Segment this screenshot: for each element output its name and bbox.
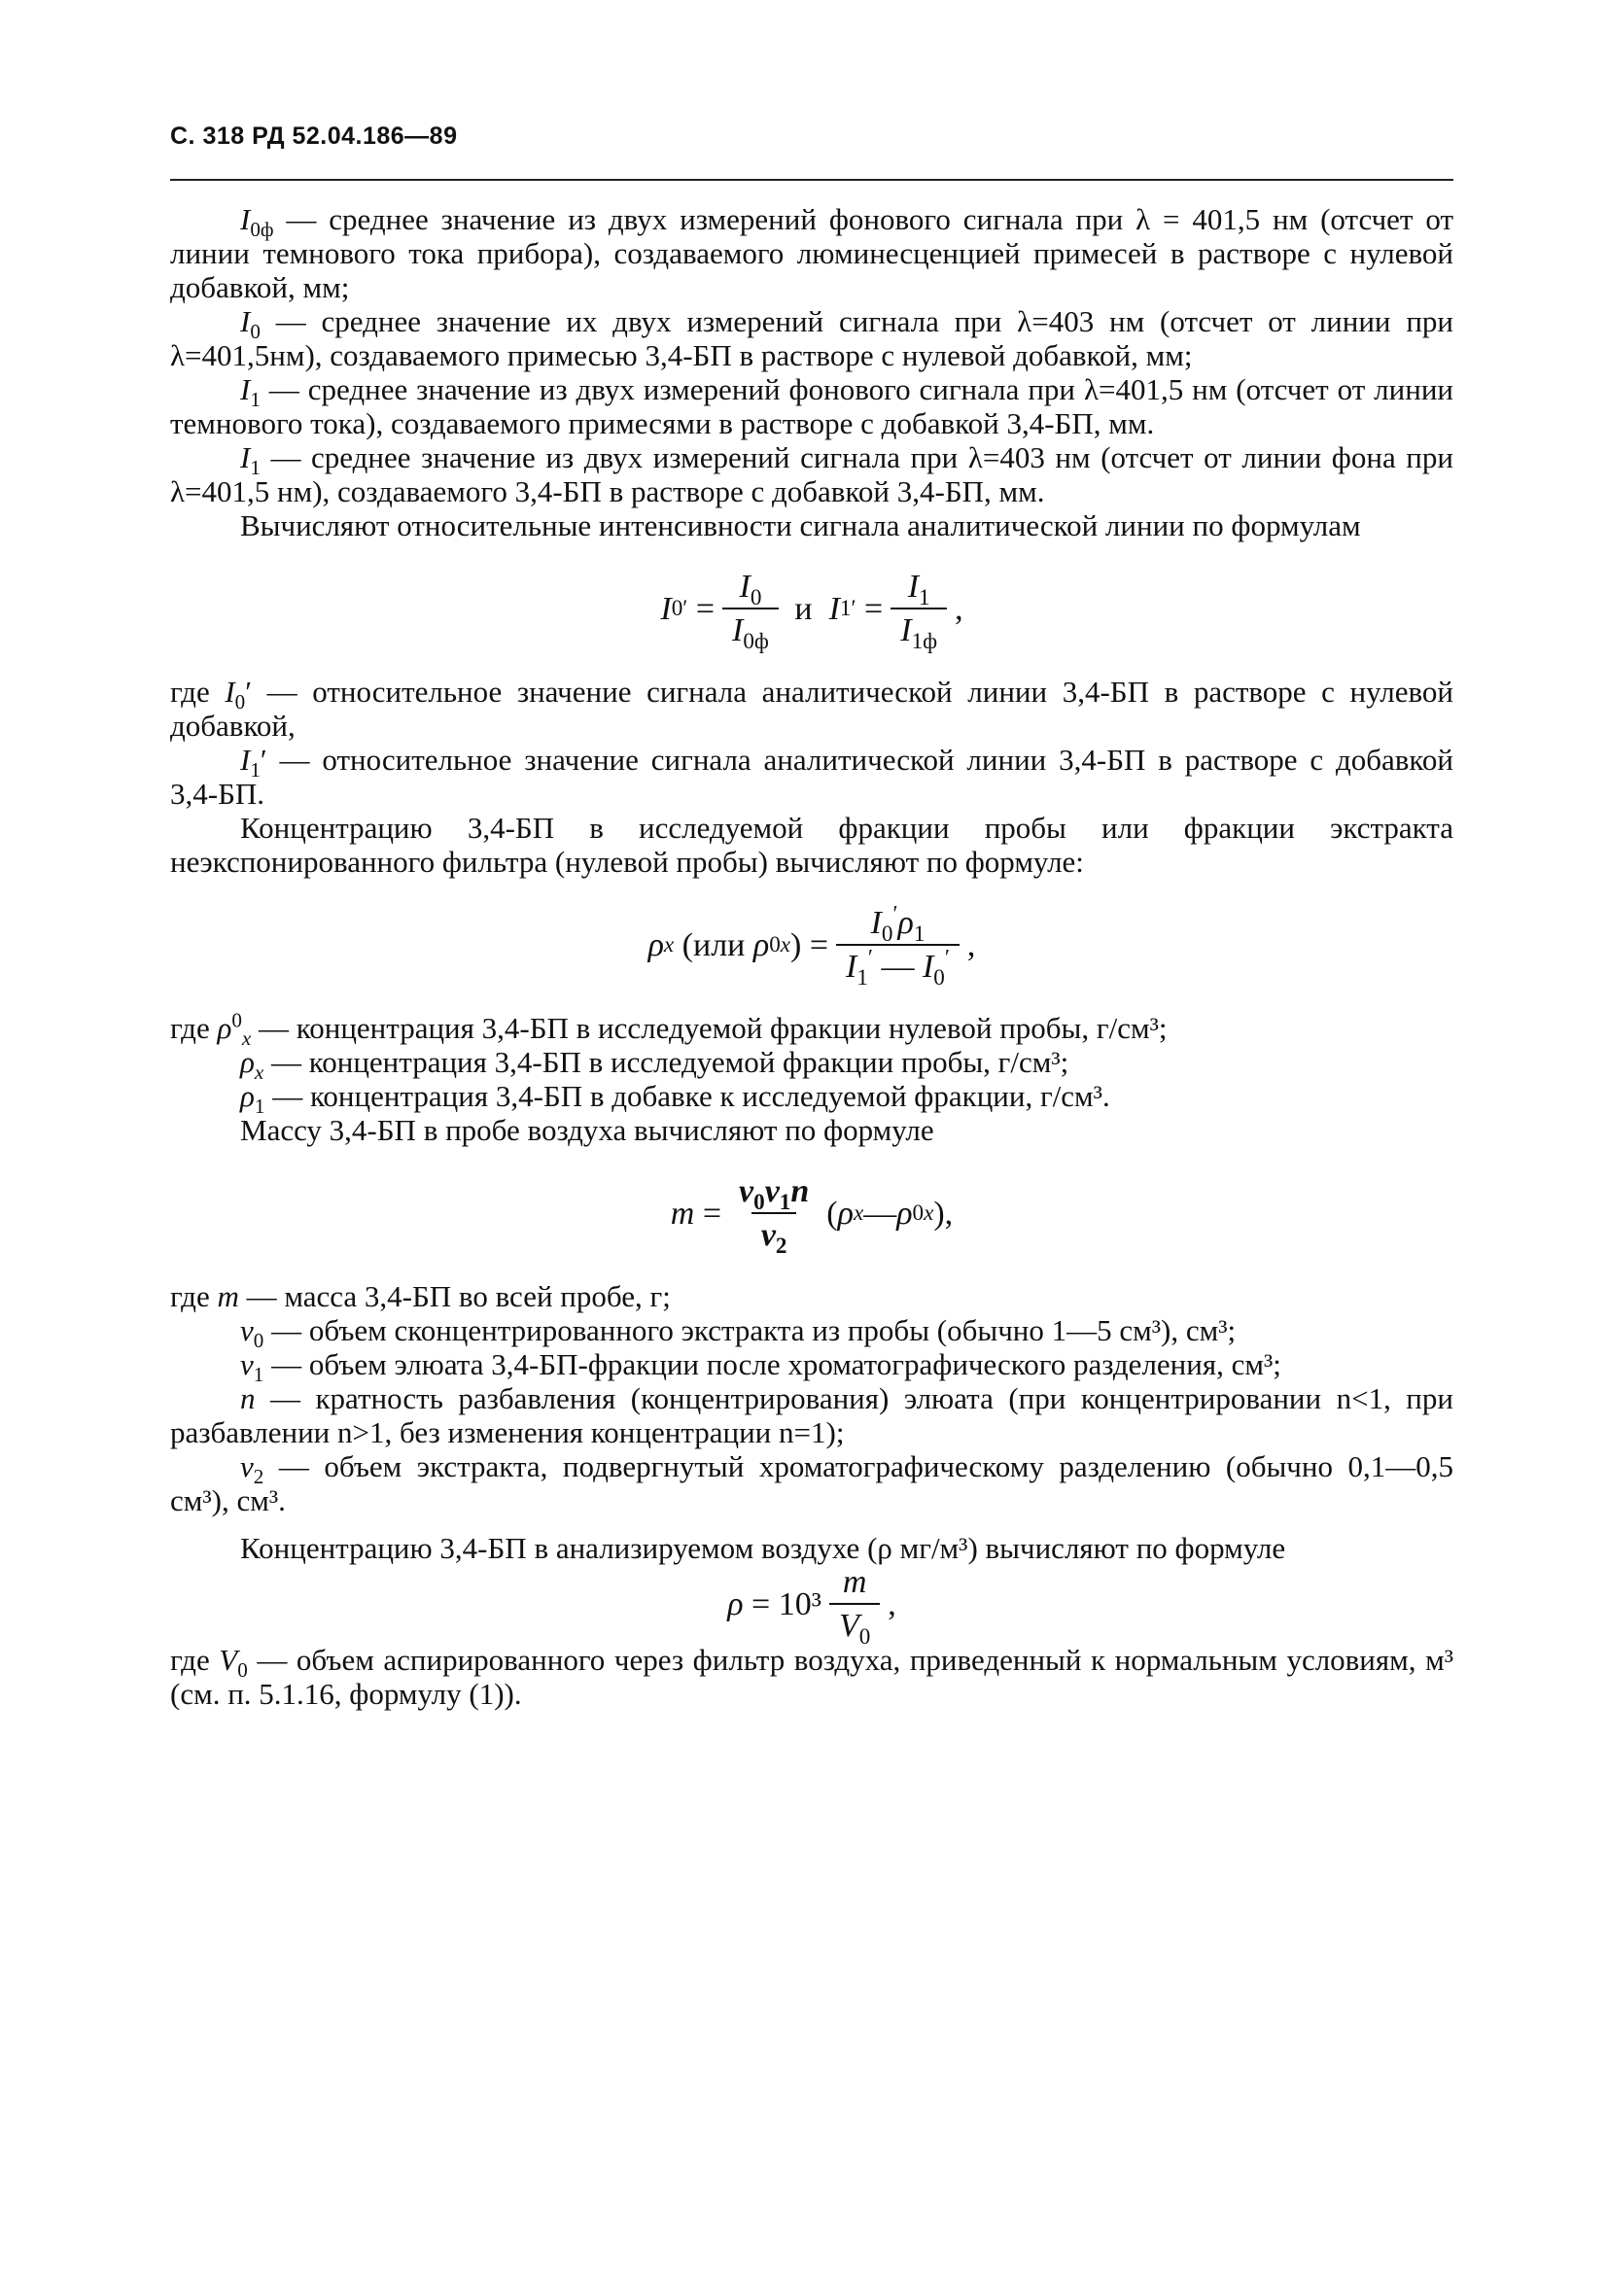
definition-i0-prime: где $I_0'$ — относительное значение сигнала аналитической линии 3,4-БП в растворе с нулевой добавкой,	[170, 675, 1454, 743]
page-header: С. 318 РД 52.04.186—89	[170, 122, 458, 150]
definition-i0: $I_0$ — среднее значение их двух измерений сигнала при λ=403 нм (отсчет от линии при λ=401,5нм), создаваемого примесью 3,4-БП в растворе с нулевой добавкой, мм;	[170, 304, 1453, 372]
definition-i1-prime: $I_1'$ — относительное значение сигнала аналитической линии 3,4-БП в растворе с добавкой 3,4-БП.	[170, 743, 1454, 811]
definition-v0: $v_0$ — объем сконцентрированного экстракта из пробы (обычно 1—5 см³), см³;	[240, 1313, 1237, 1353]
formula-air-concentration: ρ = 10³ $\frac{m}{V_0}$ ,	[727, 1564, 896, 1650]
definition-v1: $v_1$ — объем элюата 3,4-БП-фракции после хроматографического разделения, см³;	[240, 1347, 1281, 1387]
paragraph-relative-intensity: Вычисляют относительные интенсивности сигнала аналитической линии по формулам	[240, 508, 1361, 542]
definition-m: где m — масса 3,4-БП во всей пробе, г;	[170, 1279, 671, 1313]
formula-relative-intensity: I 0 ′ = $\frac{I_0}{I_{0ф}}$ и I 1 ′ = $\frac{I_1}{I_{1ф}}$ ,	[660, 569, 963, 654]
definition-rho-1: $\rho_1$ — концентрация 3,4-БП в добавке к исследуемой фракции, г/см³.	[240, 1079, 1110, 1119]
definition-i0f: $I_{0ф}$ — среднее значение из двух измерений фонового сигнала при λ = 401,5 нм (отсчет от линии темнового тока прибора), создаваемого люминесценцией примесей в растворе с нулевой добавкой, мм;	[170, 202, 1453, 304]
formula-mass: m = $\frac{v_0v_1n}{v_2}$ ( ρ x — ρ 0 x ),	[670, 1173, 954, 1259]
formula-concentration: ρ x ( или ρ 0 x ) = $\frac{I_0'\rho_1}{I_1' — I_0'}$ ,	[647, 901, 976, 991]
definition-rho-x0: где $\rho^0_x$ — концентрация 3,4-БП в исследуемой фракции нулевой пробы, г/см³;	[170, 1008, 1168, 1051]
paragraph-concentration: Концентрацию 3,4-БП в исследуемой фракции пробы или фракции экстракта неэкспонированного фильтра (нулевой пробы) вычисляют по формуле:	[170, 811, 1453, 879]
definition-i1-bg: $I_1$ — среднее значение из двух измерений фонового сигнала при λ=401,5 нм (отсчет от линии темнового тока), создаваемого примесями в растворе с добавкой 3,4-БП, мм.	[170, 372, 1453, 440]
definition-v2: $v_2$ — объем экстракта, подвергнутый хроматографическому разделению (обычно 0,1—0,5 см³), см³.	[170, 1449, 1454, 1517]
definition-rho-x: $\rho_x$ — концентрация 3,4-БП в исследуемой фракции пробы, г/см³;	[240, 1045, 1069, 1085]
paragraph-mass: Массу 3,4-БП в пробе воздуха вычисляют по формуле	[240, 1113, 934, 1147]
definition-i1: $I_1$ — среднее значение из двух измерений сигнала при λ=403 нм (отсчет от линии фона при λ=401,5 нм), создаваемого 3,4-БП в растворе с добавкой 3,4-БП, мм.	[170, 440, 1453, 508]
definition-V0: где $V_0$ — объем аспирированного через фильтр воздуха, приведенный к нормальным условиям, м³ (см. п. 5.1.16, формулу (1)).	[170, 1643, 1454, 1711]
paragraph-air-concentration: Концентрацию 3,4-БП в анализируемом воздухе (ρ мг/м³) вычисляют по формуле	[240, 1531, 1286, 1565]
header-rule	[170, 179, 1453, 181]
page-content	[170, 202, 1453, 1711]
definition-n: n — кратность разбавления (концентрирования) элюата (при концентрировании n<1, при разбавлении n>1, без изменения концентрации n=1);	[170, 1381, 1453, 1449]
